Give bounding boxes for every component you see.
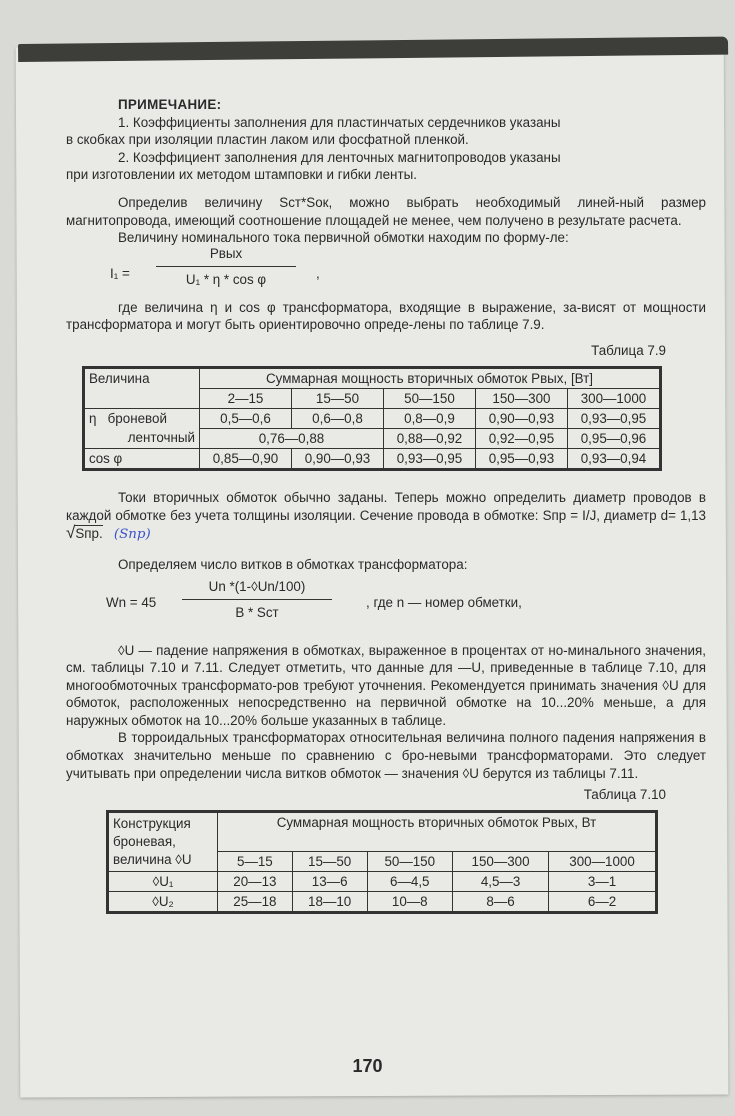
t710-cell: 10—8 (367, 891, 452, 911)
t710-cell: 25—18 (218, 891, 293, 911)
t710-header-main: Суммарная мощность вторичных обмоток Рвых, Вт (218, 812, 656, 851)
formula-turns-fraction (182, 578, 332, 622)
t79-cell: 0,93—0,95 (567, 408, 659, 428)
t79-cell: 0,95—0,93 (475, 448, 567, 468)
formula-current-denominator: U₁ * η * cos φ (185, 272, 267, 288)
paragraph-4-text: Токи вторичных обмоток обычно заданы. Теперь можно определить диаметр проводов в каждой обмотке без учета толщины изоляции. Сечение провода в обмотке: Sпр = I/J, диаметр d= 1,13 (66, 490, 706, 523)
t79-header-left: Величина (85, 368, 200, 408)
paragraph-1: Определив величину Sст*Sок, можно выбрать необходимый линей-ный размер магнитопровода, имеющий соотношение площадей не менее, чем получено в результате расчета. (66, 194, 706, 228)
page-content (66, 96, 706, 918)
formula-current-fraction (156, 245, 296, 289)
t710-cell: 6—4,5 (367, 871, 452, 891)
t79-range: 150—300 (475, 388, 567, 408)
paragraph-2: Величину номинального тока первичной обмотки находим по форму-ле: (118, 230, 569, 246)
formula-turns-denominator: B * Sст (235, 605, 279, 621)
formula-turns (66, 578, 706, 630)
formula-turns-tail: , где n — номер обметки, (366, 594, 522, 610)
t79-range: 300—1000 (567, 388, 659, 408)
note-item-2 (66, 149, 706, 184)
formula-current-tail: , (316, 265, 320, 281)
sqrt-radicand: Sпр. (75, 526, 103, 542)
note-item-1 (66, 114, 706, 149)
t79-row-lent-label: ленточный (85, 428, 200, 448)
t710-range: 50—150 (367, 851, 452, 871)
table-7-10-caption: Таблица 7.10 (583, 787, 666, 803)
t79-range: 50—150 (383, 388, 475, 408)
t79-cell: 0,5—0,6 (200, 408, 292, 428)
table-7-10 (106, 810, 658, 914)
t79-bron-text: броневой (107, 410, 167, 426)
note-heading: ПРИМЕЧАНИЕ: (118, 97, 222, 112)
note-item-2-line-2: при изготовлении их методом штамповки и гибки ленты. (66, 167, 417, 183)
t710-header-left: Конструкция броневая, величина ◊U (109, 812, 218, 871)
t79-cell: 0,93—0,95 (383, 448, 475, 468)
t710-range: 5—15 (218, 851, 293, 871)
t710-cell: 6—2 (549, 891, 656, 911)
t710-range: 300—1000 (549, 851, 656, 871)
formula-current-numerator: Рвых (156, 245, 296, 268)
t710-cell: 18—10 (292, 891, 367, 911)
t79-cell: 0,95—0,96 (567, 428, 659, 448)
t79-cell: 0,90—0,93 (475, 408, 567, 428)
t79-cell: 0,85—0,90 (200, 448, 292, 468)
t710-cell: 4,5—3 (452, 871, 548, 891)
table-7-9-caption: Таблица 7.9 (591, 342, 666, 358)
t710-row2-label: ◊U₂ (109, 891, 218, 911)
formula-turns-lhs: Wn = 45 (106, 594, 157, 610)
t710-range: 15—50 (292, 851, 367, 871)
t79-range: 15—50 (291, 388, 383, 408)
t79-cell: 0,76—0,88 (200, 428, 384, 448)
t79-header-main: Суммарная мощность вторичных обмоток Рвых, [Вт] (200, 368, 660, 388)
table-7-9 (82, 366, 662, 471)
paragraph-4: Токи вторичных обмоток обычно заданы. Теперь можно определить диаметр проводов в каждой обмотке без учета толщины изоляции. Сечение провода в обмотке: Sпр = I/J, диаметр d= 1,13 √Sпр. (Sпр) (66, 490, 706, 543)
paragraph-7: В торроидальных трансформаторах относительная величина полного падения напряжения в обмотках значительно меньше по сравнению с бро-невыми трансформаторами. Это следует учитывать при определении числа витков обмоток — значения ◊U берутся из таблицы 7.11. (66, 730, 706, 781)
note-item-1-line-2: в скобках при изоляции пластин лаком или фосфатной пленкой. (66, 132, 469, 148)
t79-cell: 0,92—0,95 (475, 428, 567, 448)
handwritten-note: (Sпр) (113, 527, 151, 543)
t79-range: 2—15 (200, 388, 292, 408)
t710-cell: 3—1 (549, 871, 656, 891)
t79-cell: 0,90—0,93 (291, 448, 383, 468)
t79-cell: 0,93—0,94 (567, 448, 659, 468)
t710-cell: 20—13 (218, 871, 293, 891)
eta-symbol: η (89, 410, 97, 426)
t79-row-cos-label: cos φ (85, 448, 200, 468)
note-item-2-line-1: 2. Коэффициент заполнения для ленточных магнитопроводов указаны (118, 149, 561, 165)
note-item-1-line-1: 1. Коэффициенты заполнения для пластинчатых сердечников указаны (118, 114, 561, 130)
t79-cell: 0,6—0,8 (291, 408, 383, 428)
page-number: 170 (352, 1056, 383, 1076)
paragraph-3: где величина η и cos φ трансформатора, входящие в выражение, за-висят от мощности трансформатора и могут быть ориентировочно опреде-лены по таблице 7.9. (66, 299, 706, 333)
t79-row-bron-label (85, 408, 200, 428)
t79-cell: 0,88—0,92 (383, 428, 475, 448)
t710-range: 150—300 (452, 851, 548, 871)
t710-cell: 8—6 (452, 891, 548, 911)
paragraph-5: Определяем число витков в обмотках трансформатора: (118, 556, 468, 572)
formula-turns-numerator: Un *(1-◊Un/100) (182, 578, 332, 601)
paragraph-6: ◊U — падение напряжения в обмотках, выраженное в процентах от но-минального значения, см. таблицы 7.10 и 7.11. Следует отметить, что данные для —U, приведенные в таблице 7.10, для многообмоточных трансформато-ров требуют уточнения. Рекомендуется принимать значения ◊U для обмоток, расположенных непосредственно на первичной обмотке на 10...20% меньше, а для наружных обмоток на 10...20% больше указанных в таблице. (66, 642, 706, 728)
formula-current (66, 245, 706, 299)
t710-cell: 13—6 (292, 871, 367, 891)
t710-row1-label: ◊U₁ (109, 871, 218, 891)
t79-cell: 0,8—0,9 (383, 408, 475, 428)
formula-current-lhs: I₁ = (110, 265, 130, 281)
